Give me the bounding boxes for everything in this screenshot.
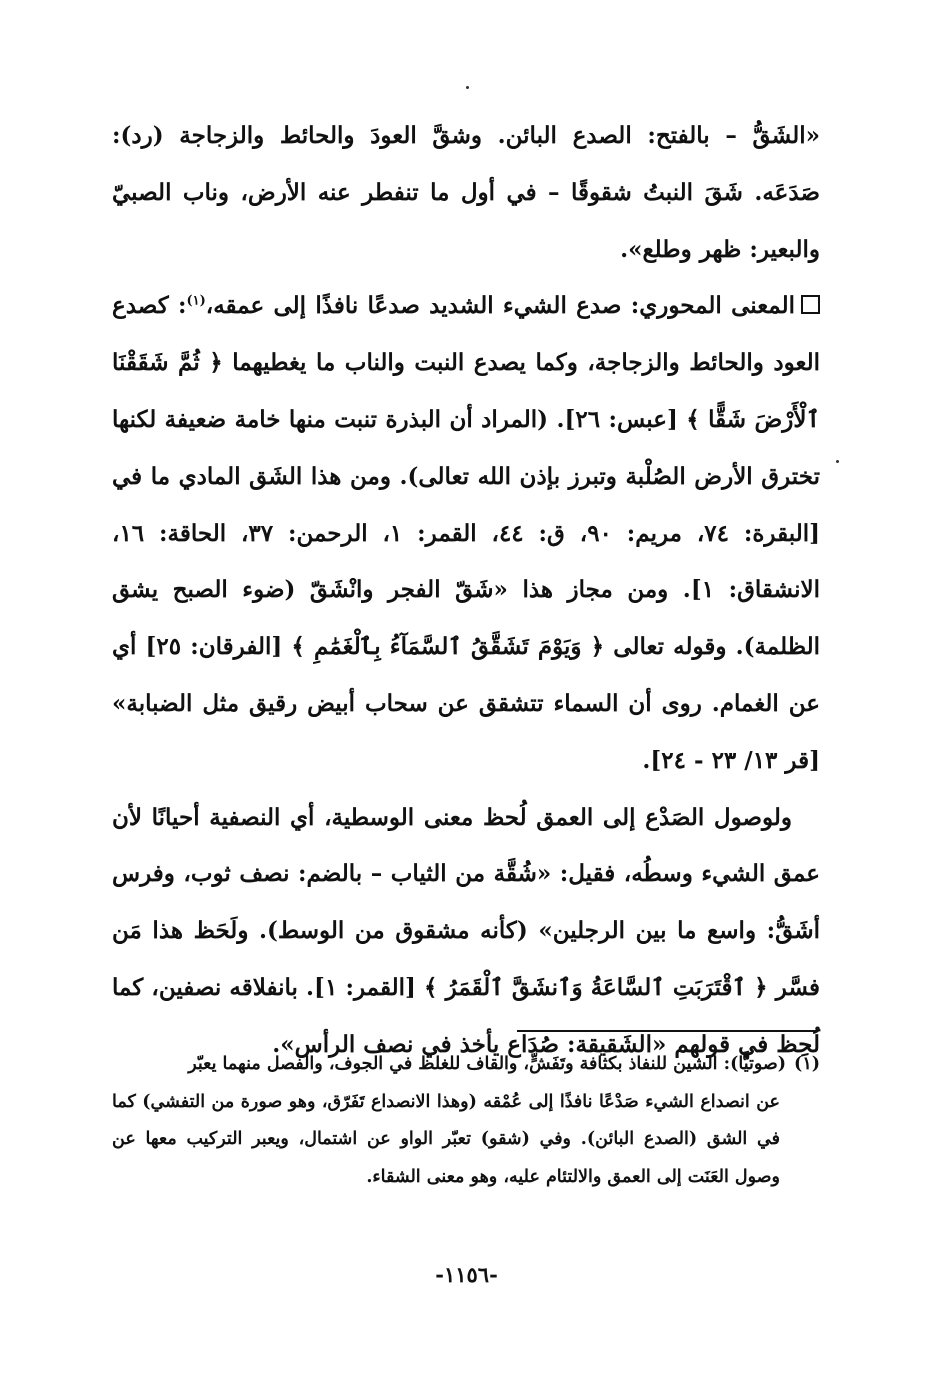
footnote-marker: (١) bbox=[794, 1054, 820, 1074]
footnote-divider bbox=[517, 1030, 817, 1032]
footnote-first-line bbox=[112, 1046, 820, 1084]
paragraph-core-meaning bbox=[112, 278, 820, 789]
page-number: -١١٥٦- bbox=[435, 1262, 498, 1287]
paragraph-definition bbox=[112, 108, 820, 278]
core-meaning-body: : كصدع العود والحائط والزجاجة، وكما يصدع النبت والناب ما يغطيهما ﴿ ثُمَّ شَقَقْنَا ٱلْأَرْضَ شَقًّا ﴾ [عبس: ٢٦]. (المراد أن البذرة تنبت منها خامة ضعيفة لكنها تخترق الأرض الصُلْبة وتبرز بإذن الله تعالى). ومن هذا الشَق المادي ما في [البقرة: ٧٤، مريم: ٩٠، ق: ٤٤، القمر: ١، الرحمن: ٣٧، الحاقة: ١٦، الانشقاق: ١]. ومن مجاز هذا «شَقّ الفجر وانْشَقّ (ضوء الصبح يشق الظلمة). وقوله تعالى ﴿ وَيَوْمَ تَشَقَّقُ ٱلسَّمَآءُ بِٱلْغَمَٰمِ ﴾ [الفرقان: ٢٥] أي عن الغمام. روى أن السماء تتشقق عن سحاب أبيض رقيق مثل الضبابة» [قر ١٣/ ٢٣ - ٢٤]. bbox=[112, 292, 820, 774]
footnote-continuation bbox=[112, 1084, 820, 1197]
paragraph-text: «الشَقُّ – بالفتح: الصدع البائن. وشقَّ العودَ والحائط والزجاجة (رد): صَدَعَه. شَقَ النبتُ شقوقًا – في أول ما تنفطر عنه الأرض، وناب الصبيّ والبعير: ظهر وطلع». bbox=[112, 122, 820, 263]
core-meaning-lead: المعنى المحوري: صدع الشيء الشديد صدعًا نافذًا إلى عمقه، bbox=[205, 292, 795, 320]
footnote-reference[interactable]: (١) bbox=[186, 293, 206, 309]
footnote-first-text: (صوتيًّا): الشين للنفاذ بكثافة وتَفَشٍّ، والقاف للغلظ في الجوف، والفصل منهما يعبّر bbox=[188, 1054, 787, 1074]
square-bullet-icon bbox=[801, 295, 820, 314]
footnote-rest-text: عن انصداع الشيء صَدْعًا نافذًا إلى عُمْقه (وهذا الانصداع تَفَرّق، وهو صورة من التفشي) كما في الشق (الصدع البائن). وفي (شقو) تعبّر الواو عن اشتمال، ويعبر التركيب معها عن وصول العَنَت إلى العمق والالتئام عليه، وهو معنى الشقاء. bbox=[112, 1091, 780, 1187]
scan-speck bbox=[836, 460, 839, 463]
scan-speck bbox=[466, 86, 469, 89]
main-text bbox=[112, 108, 820, 1074]
paragraph-text: ولوصول الصَدْع إلى العمق لُحظ معنى الوسطية، أي النصفية أحيانًا لأن عمق الشيء وسطُه، فقيل: «شُقَّة من الثياب – بالضم: نصف ثوب، وفرس أشَقُّ: واسع ما بين الرجلين» (كأنه مشقوق من الوسط). ولَحَظ هذا مَن فسَّر ﴿ ٱقْتَرَبَتِ ٱلسَّاعَةُ وَٱنشَقَّ ٱلْقَمَرُ ﴾ [القمر: ١]. بانفلاقه نصفين، كما لُحِظ في قولهم «الشَقيقة: صُدَاع يأخذ في نصف الرأس». bbox=[112, 803, 821, 1058]
footnote bbox=[112, 1046, 820, 1196]
